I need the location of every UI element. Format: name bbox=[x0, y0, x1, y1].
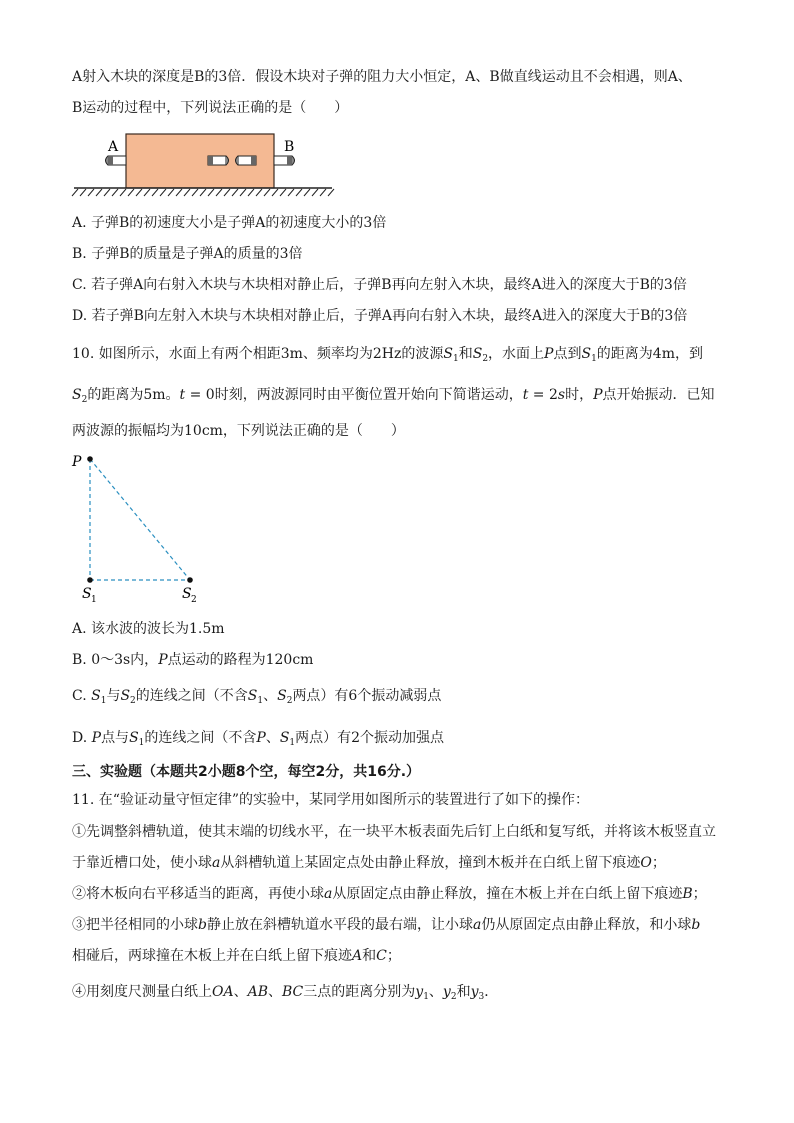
ground-hatch bbox=[72, 189, 334, 196]
q10-option-c: C. $S_1$与$S_2$的连线之间（不含$S_1$、$S_2$两点）有6个振动减弱点 bbox=[72, 688, 442, 706]
fig1-label-a: A bbox=[108, 139, 119, 155]
embedded-bullet-b-icon bbox=[236, 156, 257, 165]
q9-stem-line2: B运动的过程中，下列说法正确的是（ ） bbox=[72, 100, 349, 116]
line-p-s2 bbox=[90, 459, 190, 580]
q9-option-b: B. 子弹B的质量是子弹A的质量的3倍 bbox=[72, 246, 303, 262]
q10-stem-line3: 两波源的振幅均为10cm，下列说法正确的是（ ） bbox=[72, 423, 405, 439]
q10-option-d: D. P点与$S_1$的连线之间（不含P、$S_1$两点）有2个振动加强点 bbox=[72, 730, 445, 748]
fig2-label-s1: S bbox=[82, 586, 92, 602]
q11-step1-line2: 于靠近槽口处，使小球a从斜槽轨道上某固定点处由静止释放，撞到木板并在白纸上留下痕迹O； bbox=[72, 855, 666, 871]
point-s2 bbox=[187, 577, 193, 583]
q11-step3-line1: ③把半径相同的小球b静止放在斜槽轨道水平段的最右端，让小球a仍从原固定点由静止释放，和小球b bbox=[72, 917, 701, 933]
q11-intro: 11. 在“验证动量守恒定律”的实验中，某同学用如图所示的装置进行了如下的操作： bbox=[72, 792, 590, 808]
section-3-heading: 三、实验题（本题共2小题8个空，每空2分，共16分.） bbox=[72, 764, 421, 780]
q9-option-a: A. 子弹B的初速度大小是子弹A的初速度大小的3倍 bbox=[72, 215, 387, 231]
q9-option-d: D. 若子弹B向左射入木块与木块相对静止后，子弹A再向右射入木块，最终A进入的深度大于B的3倍 bbox=[72, 308, 688, 324]
q11-step4: ④用刻度尺测量白纸上OA、AB、BC三点的距离分别为$y_1$、$y_2$和$y_3$． bbox=[72, 984, 499, 1002]
wave-source-figure bbox=[70, 448, 210, 606]
q11-step1-line1: ①先调整斜槽轨道，使其末端的切线水平，在一块平木板表面先后钉上白纸和复写纸，并将该木板竖直立 bbox=[72, 824, 716, 840]
q11-step2: ②将木板向右平移适当的距离，再使小球a从原固定点由静止释放，撞在木板上并在白纸上留下痕迹B； bbox=[72, 886, 707, 902]
point-p bbox=[87, 456, 93, 462]
q11-step3-line2: 相碰后，两球撞在木板上并在白纸上留下痕迹A和C； bbox=[72, 948, 401, 964]
q9-stem-line1: A射入木块的深度是B的3倍．假设木块对子弹的阻力大小恒定，A、B做直线运动且不会相遇，则A、 bbox=[72, 69, 692, 85]
bullet-b-icon bbox=[274, 156, 295, 165]
fig2-label-s1-sub: 1 bbox=[91, 595, 97, 605]
embedded-bullet-a-icon bbox=[208, 156, 229, 165]
fig2-label-p: P bbox=[72, 454, 82, 470]
q10-option-a: A. 该水波的波长为1.5m bbox=[72, 621, 225, 637]
q10-option-b: B. 0～3s内，P点运动的路程为120cm bbox=[72, 652, 314, 668]
fig2-label-s2-sub: 2 bbox=[191, 595, 197, 605]
point-s1 bbox=[87, 577, 93, 583]
fig2-label-s2: S bbox=[182, 586, 192, 602]
q9-option-c: C. 若子弹A向右射入木块与木块相对静止后，子弹B再向左射入木块，最终A进入的深度大于B的3倍 bbox=[72, 277, 687, 293]
q10-stem-line2: $S_2$的距离为5m。t = 0时刻，两波源同时由平衡位置开始向下简谐运动，t = 2s时，P点开始振动．已知 bbox=[72, 387, 715, 405]
fig1-label-b: B bbox=[284, 139, 295, 155]
bullet-a-icon bbox=[106, 156, 127, 165]
q10-stem-line1: 10. 如图所示，水面上有两个相距3m、频率均为2Hz的波源$S_1$和$S_2$，水面上P点到$S_1$的距离为4m，到 bbox=[72, 346, 703, 364]
bullet-block-figure bbox=[70, 132, 340, 198]
